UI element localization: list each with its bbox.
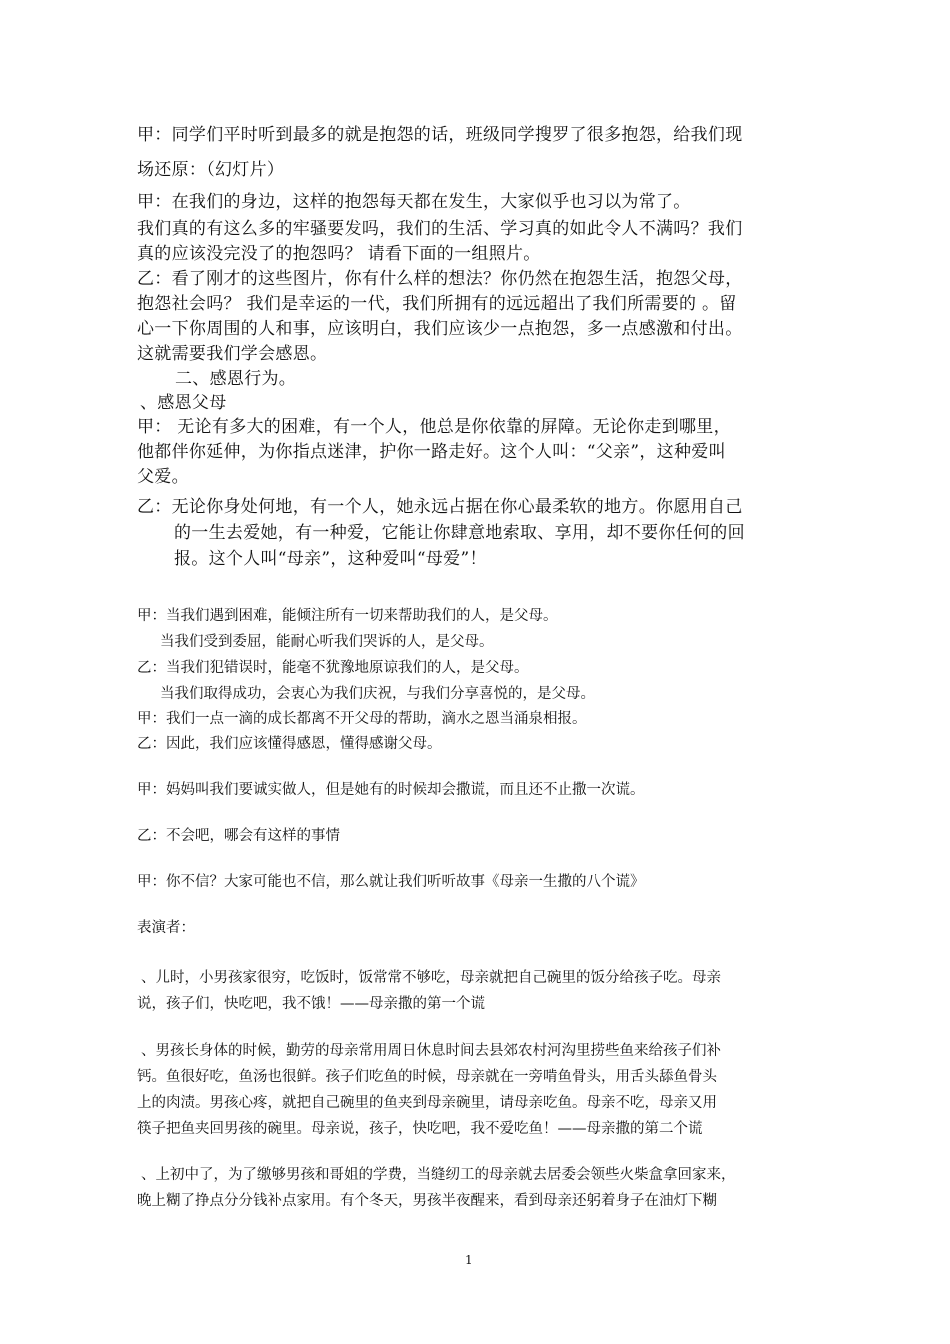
text-line: 他都伴你延伸，为你指点迷津，护你一路走好。这个人叫：“父亲”，这种爱叫 [137,442,726,462]
text-line: 乙：看了刚才的这些图片，你有什么样的想法？你仍然在抱怨生活，抱怨父母， [137,269,743,289]
text-line: 这就需要我们学会感恩。 [137,344,328,364]
text-line: 上的肉渍。男孩心疼，就把自己碗里的鱼夹到母亲碗里，请母亲吃鱼。母亲不吃，母亲又用 [137,1095,717,1111]
text-line: 说，孩子们，快吃吧，我不饿！——母亲撒的第一个谎 [137,996,485,1012]
text-line: 甲：我们一点一滴的成长都离不开父母的帮助，滴水之恩当涌泉相报。 [137,711,587,727]
text-line: 抱怨社会吗？ 我们是幸运的一代，我们所拥有的远远超出了我们所需要的 。留 [137,294,737,314]
text-line: 、儿时，小男孩家很穷，吃饭时，饭常常不够吃，母亲就把自己碗里的饭分给孩子吃。母亲 [141,970,721,986]
page-number: 1 [465,1253,473,1267]
section-heading: 二、感恩行为。 [175,369,297,389]
text-line: 甲：妈妈叫我们要诚实做人，但是她有的时候却会撒谎，而且还不止撒一次谎。 [137,782,645,798]
text-line: 晚上糊了挣点分分钱补点家用。有个冬天，男孩半夜醒来，看到母亲还躬着身子在油灯下糊 [137,1193,717,1209]
text-line: 甲：当我们遇到困难，能倾注所有一切来帮助我们的人，是父母。 [137,608,558,624]
text-line: 的一生去爱她，有一种爱，它能让你肆意地索取、享用，却不要你任何的回 [174,523,745,543]
text-line: 当我们受到委屈，能耐心听我们哭诉的人，是父母。 [160,634,494,650]
text-line: 甲：你不信？大家可能也不信，那么就让我们听听故事《母亲一生撒的八个谎》 [137,874,645,890]
text-line: 报。这个人叫“母亲”，这种爱叫“母爱”！ [174,549,487,569]
text-line: 真的应该没完没了的抱怨吗？ 请看下面的一组照片。 [137,244,541,264]
text-line: 甲：在我们的身边，这样的抱怨每天都在发生，大家似乎也习以为常了。 [137,192,691,212]
text-line: 乙：不会吧，哪会有这样的事情 [137,828,340,844]
text-line: 乙：无论你身处何地，有一个人，她永远占据在你心最柔软的地方。你愿用自己 [137,497,743,517]
text-line: 甲：同学们平时听到最多的就是抱怨的话，班级同学搜罗了很多抱怨，给我们现 [137,125,743,145]
text-line: 我们真的有这么多的牢骚要发吗，我们的生活、学习真的如此令人不满吗？我们 [137,219,743,239]
text-line: 心一下你周围的人和事，应该明白，我们应该少一点抱怨，多一点感激和付出。 [137,319,743,339]
text-line: 表演者： [137,920,195,936]
text-line: 当我们取得成功，会衷心为我们庆祝，与我们分享喜悦的，是父母。 [160,686,595,702]
text-line: 、男孩长身体的时候，勤劳的母亲常用周日休息时间去县郊农村河沟里捞些鱼来给孩子们补 [141,1043,721,1059]
text-line: 钙。鱼很好吃，鱼汤也很鲜。孩子们吃鱼的时候，母亲就在一旁啃鱼骨头，用舌头舔鱼骨头 [137,1069,717,1085]
text-line: 甲： 无论有多大的困难，有一个人，他总是你依靠的屏障。无论你走到哪里， [137,417,731,437]
text-line: 场还原：（幻灯片） [137,160,285,180]
text-line: 、上初中了，为了缴够男孩和哥姐的学费，当缝纫工的母亲就去居委会领些火柴盒拿回家来， [141,1167,736,1183]
text-line: 父爱。 [137,467,189,487]
text-line: 筷子把鱼夹回男孩的碗里。母亲说，孩子，快吃吧，我不爱吃鱼！——母亲撒的第二个谎 [137,1121,703,1137]
text-line: 乙：因此，我们应该懂得感恩，懂得感谢父母。 [137,736,442,752]
subsection-heading: 、感恩父母 [140,393,227,413]
text-line: 乙：当我们犯错误时，能毫不犹豫地原谅我们的人，是父母。 [137,660,529,676]
